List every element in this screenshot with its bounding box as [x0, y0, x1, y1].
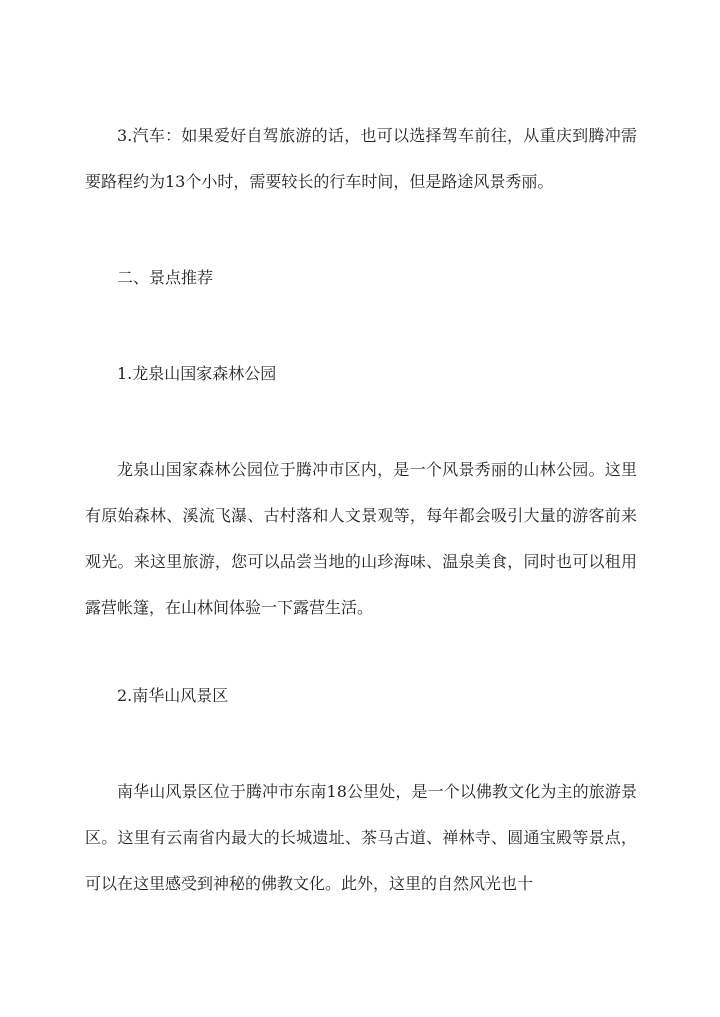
- subheading-longquan-park: 1.龙泉山国家森林公园: [117, 364, 277, 383]
- paragraph-nanhua-scenic: 南华山风景区位于腾冲市东南18公里处，是一个以佛教文化为主的旅游景区。这里有云南省内最大的长城遗址、茶马古道、禅林寺、圆通宝殿等景点，可以在这里感受到神秘的佛教文化。此外，这里的自然风光也十: [85, 782, 637, 893]
- paragraph-transport-car: 3.汽车：如果爱好自驾旅游的话，也可以选择驾车前往，从重庆到腾冲需要路程约为13个小时，需要较长的行车时间，但是路途风景秀丽。: [85, 126, 637, 191]
- paragraph-longquan-park: 龙泉山国家森林公园位于腾冲市区内，是一个风景秀丽的山林公园。这里有原始森林、溪流飞瀑、古村落和人文景观等，每年都会吸引大量的游客前来观光。来这里旅游，您可以品尝当地的山珍海味、温泉美食，同时也可以租用露营帐篷，在山林间体验一下露营生活。: [85, 460, 637, 617]
- subheading-nanhua-scenic: 2.南华山风景区: [117, 686, 229, 705]
- section-heading-attractions: 二、景点推荐: [117, 268, 214, 287]
